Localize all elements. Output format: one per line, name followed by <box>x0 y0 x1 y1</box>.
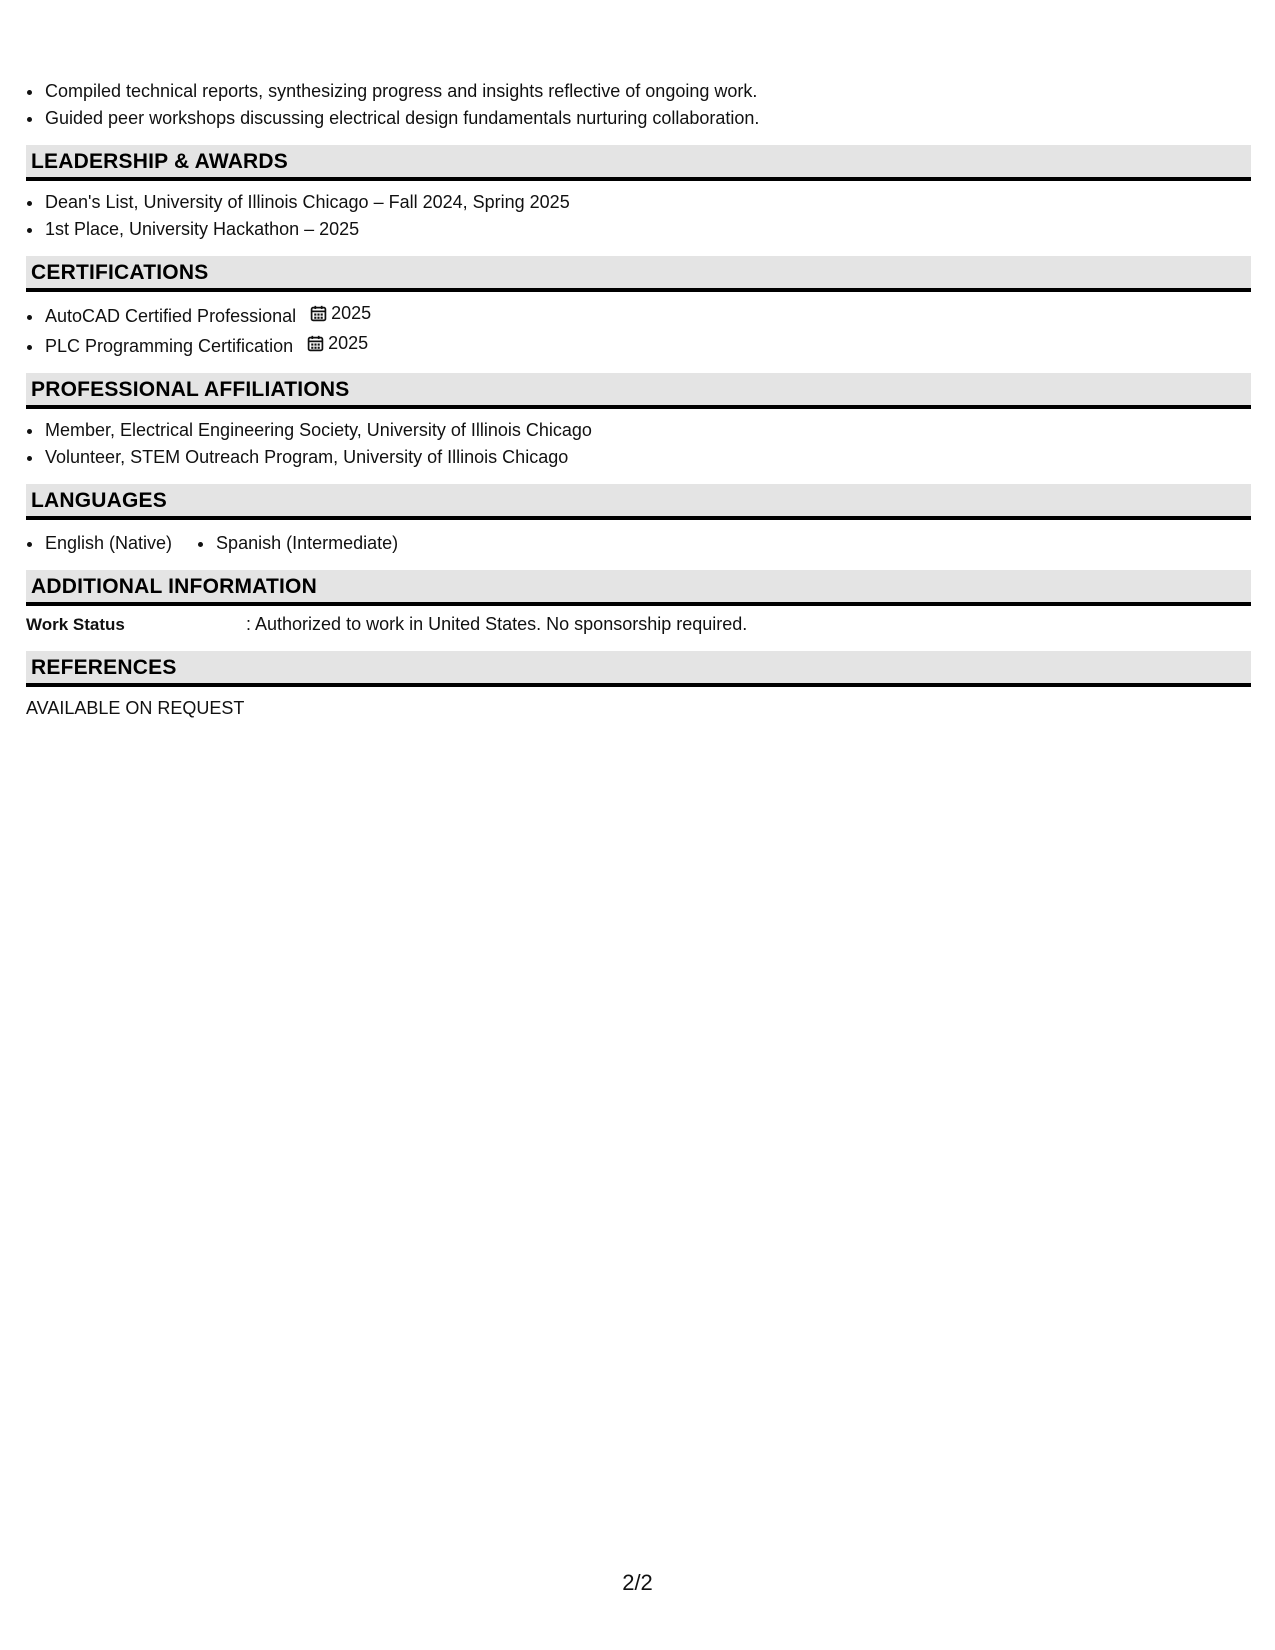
list-item: • Dean's List, University of Illinois Chicago – Fall 2024, Spring 2025 <box>44 189 1251 216</box>
certifications-list <box>26 300 1251 360</box>
list-item: • Volunteer, STEM Outreach Program, University of Illinois Chicago <box>44 444 1251 471</box>
section-title-certifications: CERTIFICATIONS <box>26 256 1251 292</box>
section-title-additional-info: ADDITIONAL INFORMATION <box>26 570 1251 606</box>
section-title-leadership: LEADERSHIP & AWARDS <box>26 145 1251 181</box>
list-item: • Compiled technical reports, synthesizing progress and insights reflective of ongoing work. <box>44 78 1251 105</box>
certification-date <box>307 330 368 357</box>
certifications-section <box>26 256 1251 360</box>
certification-date <box>310 300 371 327</box>
leadership-list <box>26 189 1251 243</box>
work-status-row <box>26 611 1251 638</box>
certification-name: PLC Programming Certification <box>45 336 294 356</box>
calendar-icon <box>310 305 327 322</box>
list-item <box>44 330 1251 360</box>
experience-continued-list <box>26 78 1251 132</box>
calendar-icon <box>307 335 324 352</box>
list-item: • Member, Electrical Engineering Society, University of Illinois Chicago <box>44 417 1251 444</box>
work-status-value: : Authorized to work in United States. No sponsorship required. <box>246 614 748 634</box>
references-text: AVAILABLE ON REQUEST <box>26 698 245 718</box>
work-status-label: Work Status <box>26 615 125 634</box>
resume-page-2 <box>26 78 1251 722</box>
certification-year: 2025 <box>331 303 372 323</box>
list-item: • 1st Place, University Hackathon – 2025 <box>44 216 1251 243</box>
languages-list <box>26 530 1251 557</box>
section-title-languages: LANGUAGES <box>26 484 1251 520</box>
affiliations-list <box>26 417 1251 471</box>
leadership-section <box>26 145 1251 243</box>
languages-section <box>26 484 1251 557</box>
certification-year: 2025 <box>328 333 369 353</box>
affiliations-section <box>26 373 1251 471</box>
references-section <box>26 651 1251 722</box>
section-title-references: REFERENCES <box>26 651 1251 687</box>
section-title-affiliations: PROFESSIONAL AFFILIATIONS <box>26 373 1251 409</box>
language-item: • English (Native) <box>44 530 172 557</box>
additional-info-section <box>26 570 1251 638</box>
certification-name: AutoCAD Certified Professional <box>45 306 297 326</box>
page-number: 2/2 <box>622 1570 653 1595</box>
language-item: • Spanish (Intermediate) <box>215 530 398 557</box>
list-item: • Guided peer workshops discussing electrical design fundamentals nurturing collaboration. <box>44 105 1251 132</box>
list-item <box>44 300 1251 330</box>
